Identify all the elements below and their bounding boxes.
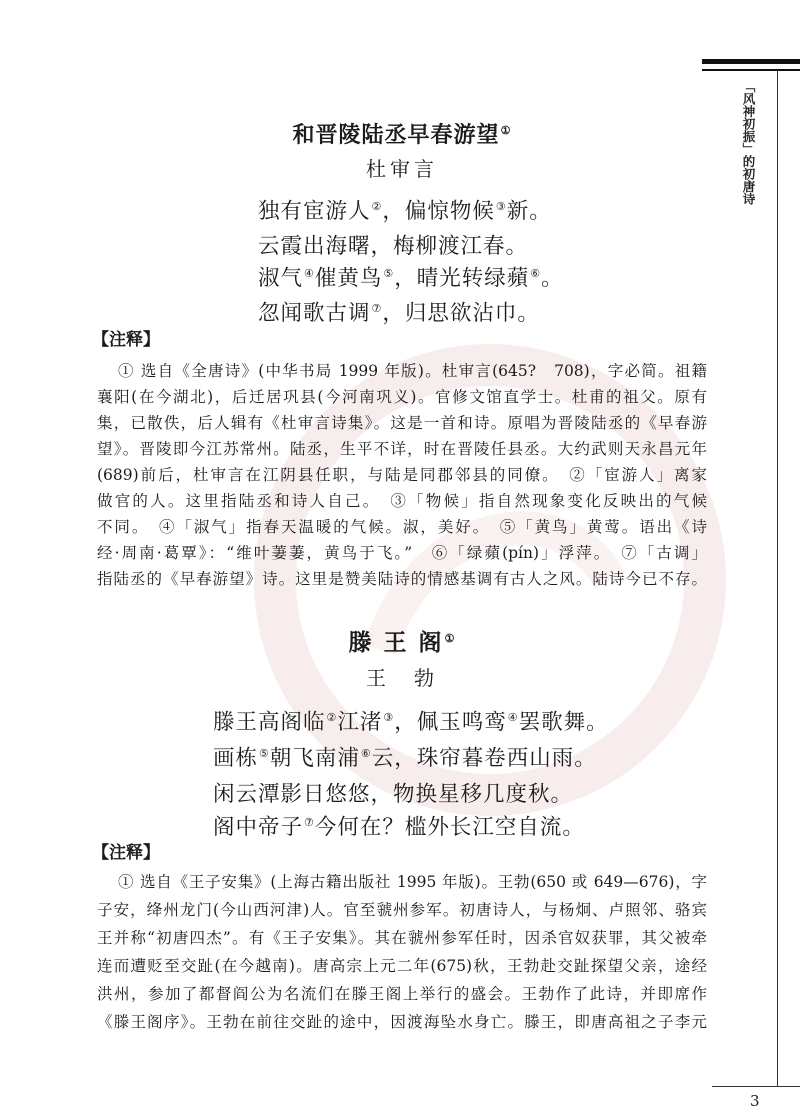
poem-text: 淑气 xyxy=(258,266,304,291)
poem-line xyxy=(213,778,609,811)
footnote-marker: ⑥ xyxy=(360,747,371,760)
poem-text: 独有宦游人 xyxy=(258,199,371,224)
poem-text: ，归思欲沾巾。 xyxy=(382,301,540,326)
poem-line xyxy=(258,263,564,298)
poem-text: 朝飞南浦 xyxy=(269,746,360,771)
running-header: 「风神初振」的初唐诗 xyxy=(741,80,756,205)
note-line: 指陆丞的《早春游望》诗。这里是赞美陆诗的情感基调有古人之风。陆诗今已不存。 xyxy=(97,570,707,588)
note-line: 不同。 ④「淑气」指春天温暖的气候。淑，美好。 ⑤「黄鸟」黄莺。语出《诗 xyxy=(97,518,707,536)
poem-text: 罢歌舞。 xyxy=(518,710,609,735)
margin-rule xyxy=(777,71,778,1087)
footer-rule xyxy=(712,1086,800,1087)
poem-body xyxy=(258,196,564,333)
poem-text: 忽闻歌古调 xyxy=(258,301,371,326)
footnote-marker: ⑤ xyxy=(259,747,269,760)
poem-text: 闲云潭影日悠悠，物换星移几度秋。 xyxy=(213,782,574,807)
poem-text: 催黄鸟 xyxy=(314,266,383,291)
note-line: 《滕王阁序》。王勃在前往交趾的途中，因渡海坠水身亡。滕王，即唐高祖之子李元 xyxy=(97,1013,707,1031)
footnote-marker: ③ xyxy=(383,711,394,724)
footnote-marker: ⑥ xyxy=(530,267,541,280)
poem-text: 今何在？槛外长江空自流。 xyxy=(314,815,585,840)
footnote-marker: ⑤ xyxy=(383,267,394,280)
footnote-marker: ④ xyxy=(304,267,314,280)
poem-text: 阁中帝子 xyxy=(213,815,304,840)
poem-line xyxy=(213,811,609,847)
footnote-marker: ① xyxy=(444,632,455,645)
poem-text: 画栋 xyxy=(213,746,259,771)
poem-text: 滕王高阁临 xyxy=(213,710,326,735)
poem-text: 。 xyxy=(541,266,564,291)
poem-text: 云，珠帘暮卷西山雨。 xyxy=(371,746,597,771)
poem-title xyxy=(97,629,707,661)
header-rule-thick xyxy=(702,59,800,64)
note-line: (689)前后，杜审言在江阴县任职，与陆是同郡邻县的同僚。 ②「宦游人」离家 xyxy=(97,466,707,484)
poem-text: 云霞出海曙，梅柳渡江春。 xyxy=(258,234,529,259)
footnote-marker: ③ xyxy=(495,200,506,213)
poem-text: ，晴光转绿蘋 xyxy=(394,266,530,291)
poem-line xyxy=(258,298,564,333)
note-line: 王并称“初唐四杰”。有《王子安集》。其在虢州参军任时，因杀官奴获罪，其父被牵 xyxy=(97,929,707,947)
note-line: 襄阳(在今湖北)，后迁居巩县(今河南巩义)。官修文馆直学士。杜甫的祖父。原有 xyxy=(97,388,707,406)
poem-line xyxy=(258,196,564,231)
note-line: 连而遭贬至交趾(在今越南)。唐高宗上元二年(675)秋，王勃赴交趾探望父亲，途经 xyxy=(97,957,707,975)
footnote-marker: ④ xyxy=(507,711,518,724)
poem-author: 杜审言 xyxy=(366,157,438,181)
poem-text: 江渚 xyxy=(337,710,383,735)
notes-body xyxy=(97,868,707,1036)
footnote-marker: ① xyxy=(500,124,511,137)
note-line: ① 选自《王子安集》(上海古籍出版社 1995 年版)。王勃(650 或 649—676)，字 xyxy=(118,873,707,891)
poem-title-text: 和晋陵陆丞早春游望 xyxy=(292,122,500,148)
poem-text: ，偏惊物候 xyxy=(382,199,495,224)
poem-text: 新。 xyxy=(506,199,552,224)
header-rule-thin xyxy=(702,69,800,71)
poem-author: 王 勃 xyxy=(366,666,438,690)
poem-line xyxy=(258,231,564,263)
poem-title xyxy=(97,121,707,153)
note-line: 集，已散佚，后人辑有《杜审言诗集》。这是一首和诗。原唱为晋陵陆丞的《早春游 xyxy=(97,414,707,432)
poem-title-text: 滕 王 阁 xyxy=(348,629,444,656)
footnote-marker: ② xyxy=(371,200,382,213)
note-line: 望》。晋陵即今江苏常州。陆丞，生平不详，时在晋陵任县丞。大约武则天永昌元年 xyxy=(97,440,707,458)
notes-heading: 【注释】 xyxy=(92,330,160,350)
footnote-marker: ⑦ xyxy=(371,302,382,315)
poem-text: ，佩玉鸣鸾 xyxy=(394,710,507,735)
note-line: 洪州，参加了都督阎公为名流们在滕王阁上举行的盛会。王勃作了此诗，并即席作 xyxy=(97,985,707,1003)
page-number: 3 xyxy=(750,1092,760,1110)
poem-line xyxy=(213,706,609,742)
notes-body xyxy=(97,358,707,592)
note-line: 做官的人。这里指陆丞和诗人自己。 ③「物候」指自然现象变化反映出的气候 xyxy=(97,492,707,510)
footnote-marker: ② xyxy=(326,711,337,724)
note-line: ① 选自《全唐诗》(中华书局 1999 年版)。杜审言(645? 708)，字必简。祖籍 xyxy=(118,362,707,380)
note-line: 子安，绛州龙门(今山西河津)人。官至虢州参军。初唐诗人，与杨炯、卢照邻、骆宾 xyxy=(97,901,707,919)
note-line: 经·周南·葛覃》：“维叶萋萋，黄鸟于飞。” ⑥「绿蘋(pín)」浮萍。 ⑦「古调」 xyxy=(97,544,707,562)
footnote-marker: ⑦ xyxy=(304,816,314,829)
poem-line xyxy=(213,742,609,778)
notes-heading: 【注释】 xyxy=(92,843,160,863)
poem-body xyxy=(213,706,609,847)
